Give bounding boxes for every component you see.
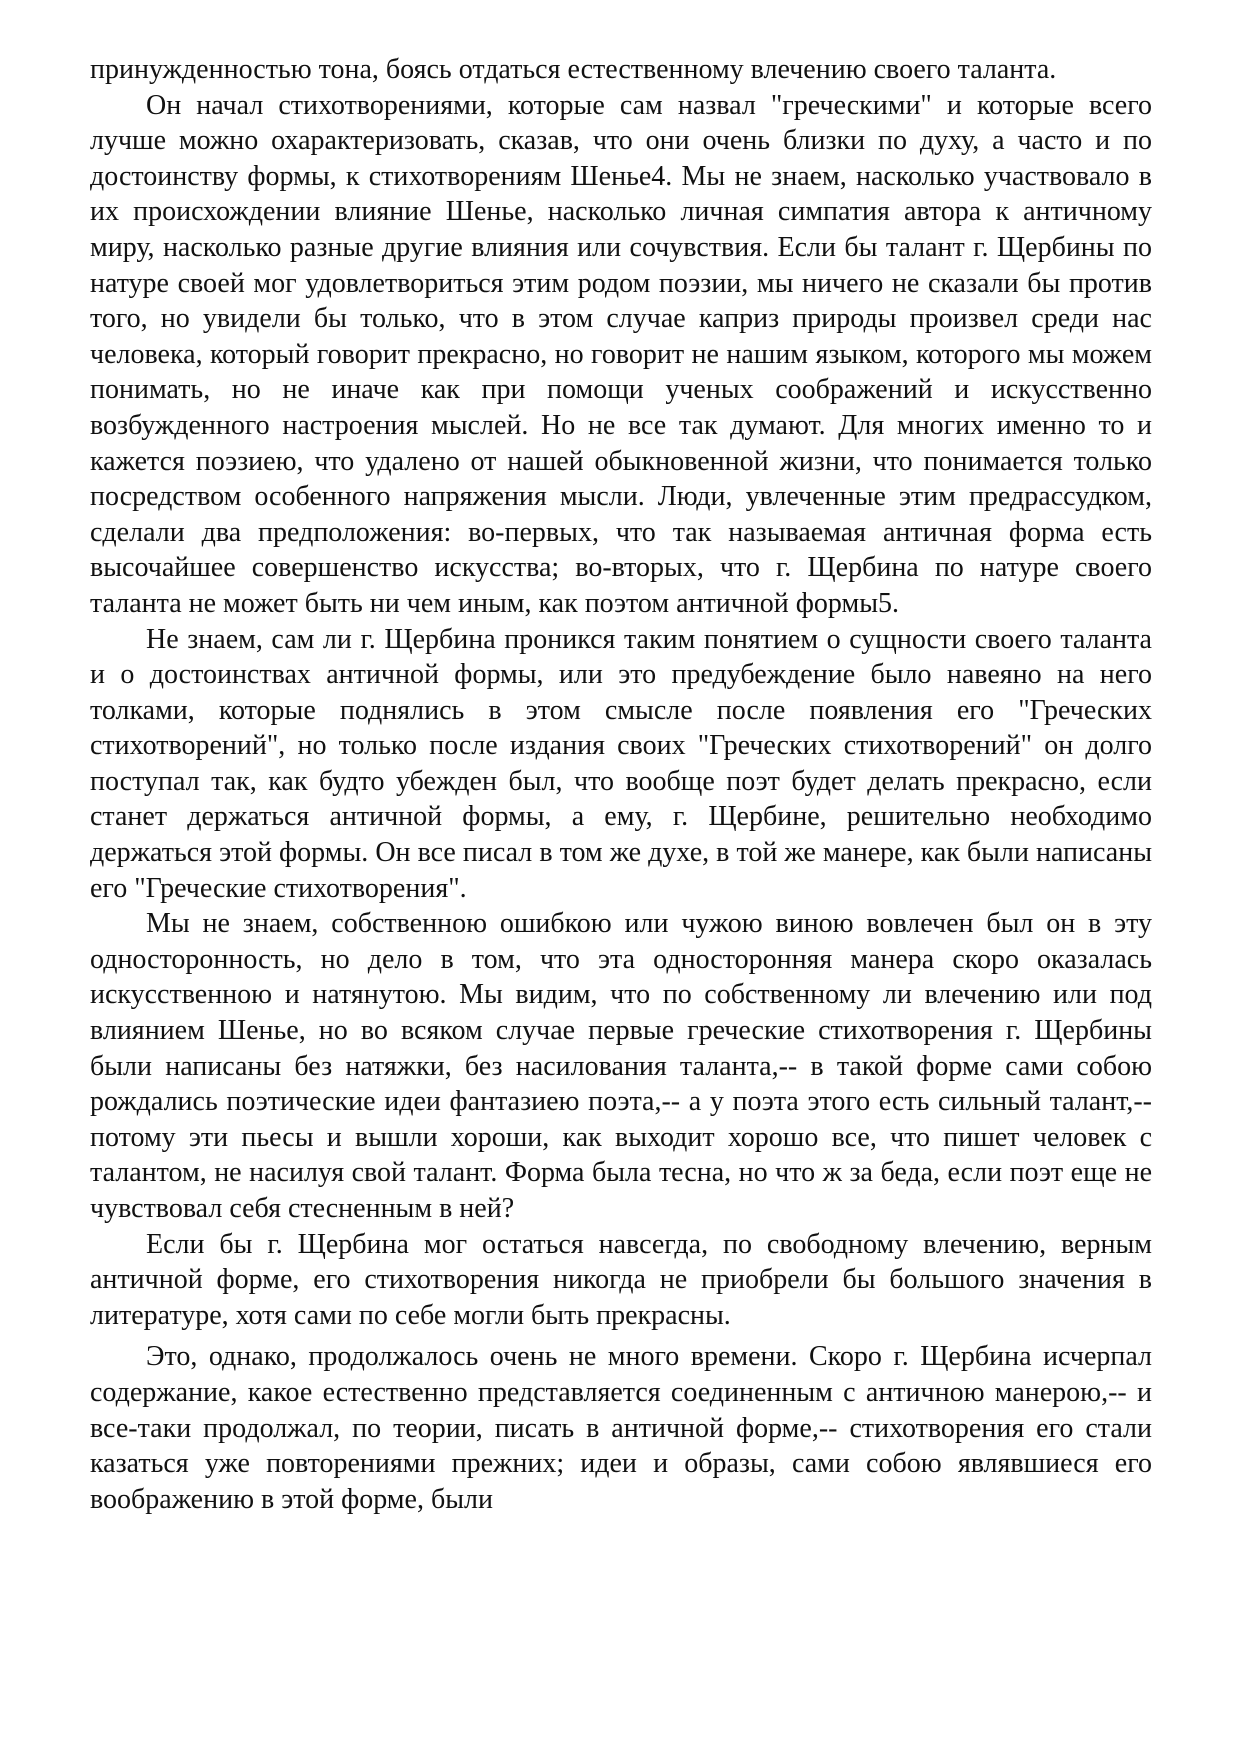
paragraph-prejudice: Не знаем, сам ли г. Щербина проникся таким понятием о сущности своего таланта и о достоинствах античной формы, или это предубеждение было навеяно на него толками, которые поднялись в этом смысле после появления его "Греческих стихотворений", но только после издания своих "Греческих стихотворений" он долго поступал так, как будто убежден был, что вообще поэт будет делать прекрасно, если станет держаться античной формы, а ему, г. Щербине, решительно необходимо держаться этой формы. Он все писал в том же духе, в той же манере, как были написаны его "Греческие стихотворения".: [90, 623, 1152, 904]
document-page: [90, 52, 1152, 1517]
paragraph-exhausted-content: Это, однако, продолжалось очень не много времени. Скоро г. Щербина исчерпал содержание, какое естественно представляется соединенным с античною манерою,-- и все-таки продолжал, по теории, писать в античной форме,-- стихотворения его стали казаться уже повторениями прежних; идеи и образы, сами собою являвшиеся его воображению в этой форме, были: [90, 1341, 1152, 1515]
paragraph-continuation: принужденностью тона, боясь отдаться естественному влечению своего таланта.: [90, 54, 1057, 85]
paragraph-one-sidedness: Мы не знаем, собственною ошибкою или чужою виною вовлечен был он в эту односторонность, но дело в том, что эта односторонняя манера скоро оказалась искусственною и натянутою. Мы видим, что по собственному ли влечению или под влиянием Шенье, но во всяком случае первые греческие стихотворения г. Щербины были написаны без натяжки, без насилования таланта,-- в такой форме сами собою рождались поэтические идеи фантазиею поэта,-- а у поэта этого есть сильный талант,-- потому эти пьесы и вышли хороши, как выходит хорошо все, что пишет человек с талантом, не насилуя свой талант. Форма была тесна, но что ж за беда, если поэт еще не чувствовал себя стесненным в ней?: [90, 908, 1152, 1224]
paragraph-antique-form: Если бы г. Щербина мог остаться навсегда, по свободному влечению, верным античной форме, его стихотворения никогда не приобрели бы большого значения в литературе, хотя сами по себе могли быть прекрасны.: [90, 1228, 1152, 1331]
paragraph-greek-poems: Он начал стихотворениями, которые сам назвал "греческими" и которые всего лучше можно охарактеризовать, сказав, что они очень близки по духу, а часто и по достоинству формы, к стихотворениям Шенье4. Мы не знаем, насколько участвовало в их происхождении влияние Шенье, насколько личная симпатия автора к античному миру, насколько разные другие влияния или сочувствия. Если бы талант г. Щербины по натуре своей мог удовлетвориться этим родом поэзии, мы ничего не сказали бы против того, но увидели бы только, что в этом случае каприз природы произвел среди нас человека, который говорит прекрасно, но говорит не нашим языком, которого мы можем понимать, но не иначе как при помощи ученых соображений и искусственно возбужденного настроения мыслей. Но не все так думают. Для многих именно то и кажется поэзиею, что удалено от нашей обыкновенной жизни, что понимается только посредством особенного напряжения мысли. Люди, увлеченные этим предрассудком, сделали два предположения: во-первых, что так называемая античная форма есть высочайшее совершенство искусства; во-вторых, что г. Щербина по натуре своего таланта не может быть ни чем иным, как поэтом античной формы5.: [90, 89, 1152, 619]
